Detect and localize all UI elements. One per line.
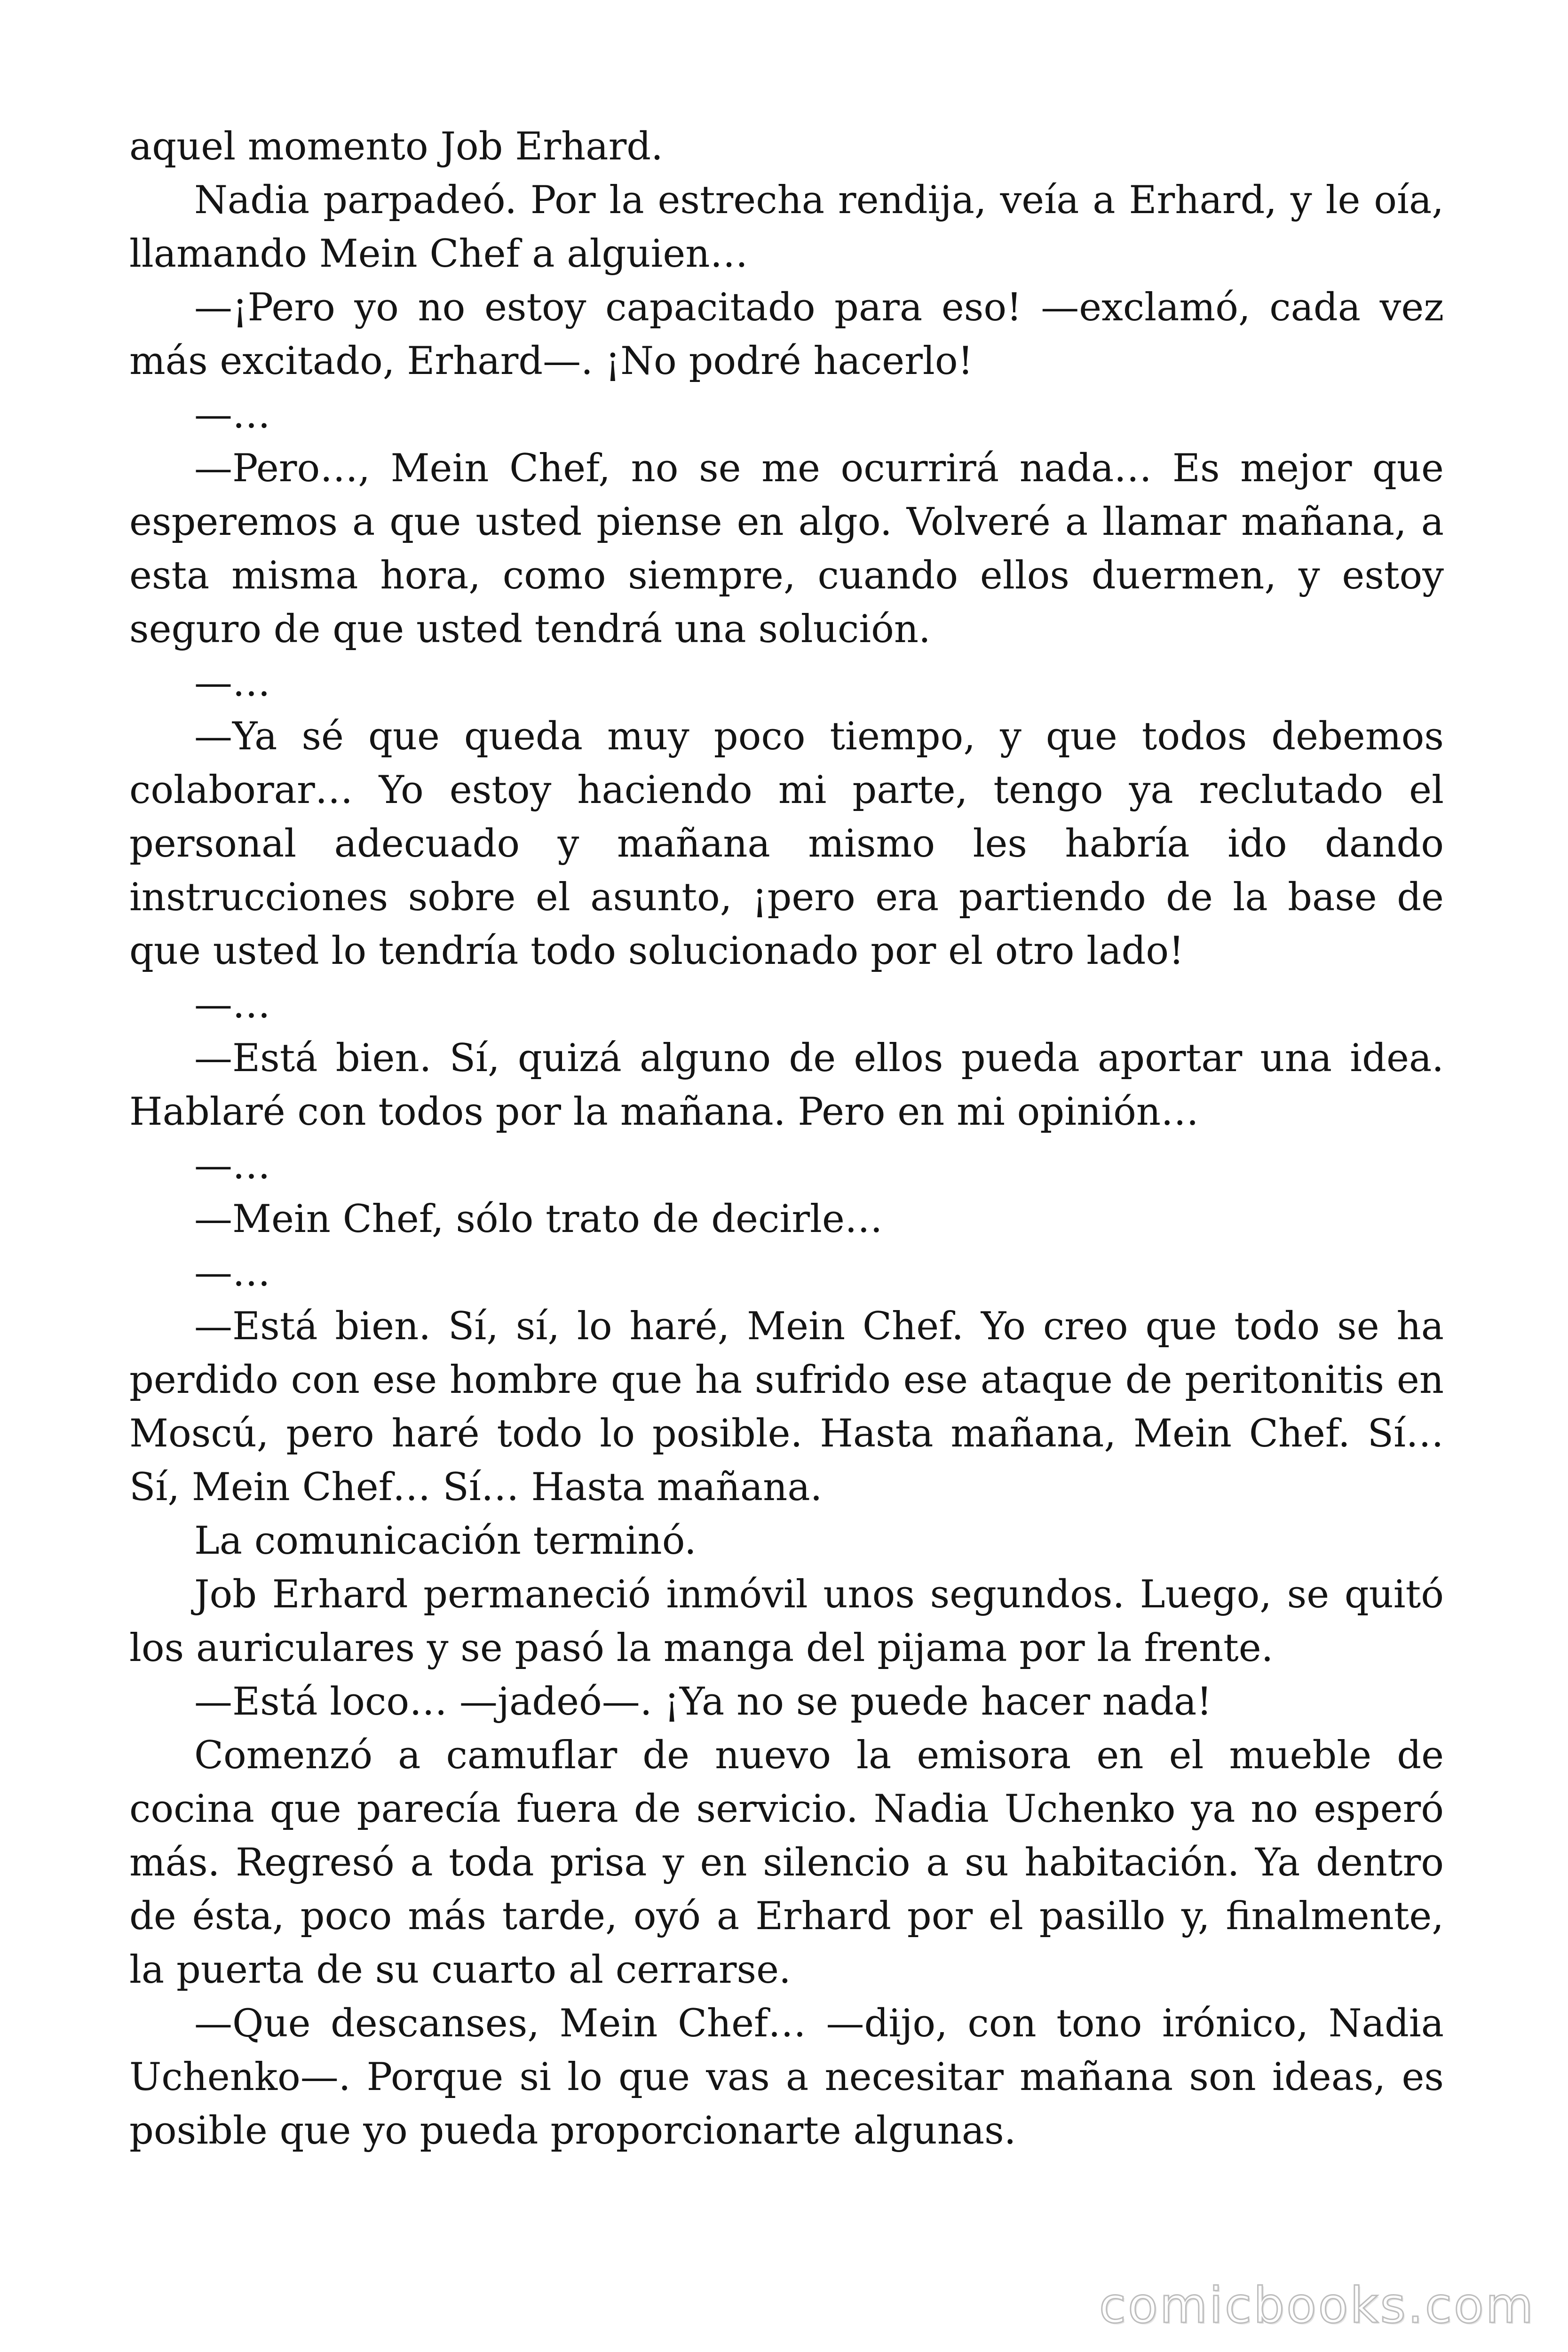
paragraph: —Ya sé que queda muy poco tiempo, y que todos debemos colaborar… Yo estoy haciendo mi parte, tengo ya reclutado el personal adecuado y mañana mismo les habría ido dando instrucciones sobre el asunto, ¡pero era partiendo de la base de que usted lo tendría todo solucionado por el otro lado!	[129, 715, 1444, 973]
paragraph: Job Erhard permaneció inmóvil unos segundos. Luego, se quitó los auriculares y se pasó la manga del pijama por la frente.	[129, 1573, 1444, 1670]
paragraph: —Que descanses, Mein Chef… —dijo, con tono irónico, Nadia Uchenko—. Porque si lo que vas a necesitar mañana son ideas, es posible que yo pueda proporcionarte algunas.	[129, 2002, 1444, 2153]
paragraph: —…	[194, 661, 270, 705]
paragraph: —…	[194, 1251, 270, 1295]
paragraph: —Mein Chef, sólo trato de decirle…	[194, 1197, 883, 1241]
paragraph: Nadia parpadeó. Por la estrecha rendija, veía a Erhard, y le oía, llamando Mein Chef a alguien…	[129, 178, 1444, 276]
paragraph: aquel momento Job Erhard.	[129, 125, 663, 169]
paragraph: —Pero…, Mein Chef, no se me ocurrirá nada… Es mejor que esperemos a que usted piense en algo. Volveré a llamar mañana, a esta misma hora, como siempre, cuando ellos duermen, y estoy seguro de que usted tendrá una solución.	[129, 446, 1444, 652]
paragraph: —Está bien. Sí, sí, lo haré, Mein Chef. Yo creo que todo se ha perdido con ese hombre que ha sufrido ese ataque de peritonitis en Moscú, pero haré todo lo posible. Hasta mañana, Mein Chef. Sí… Sí, Mein Chef… Sí… Hasta mañana.	[129, 1304, 1444, 1510]
paragraph: —…	[194, 393, 270, 437]
watermark: comicbooks.com	[1099, 2277, 1535, 2334]
paragraph: —…	[194, 983, 270, 1027]
page-body	[129, 120, 1444, 2158]
paragraph: Comenzó a camuflar de nuevo la emisora en el mueble de cocina que parecía fuera de servicio. Nadia Uchenko ya no esperó más. Regresó a toda prisa y en silencio a su habitación. Ya dentro de ésta, poco más tarde, oyó a Erhard por el pasillo y, finalmente, la puerta de su cuarto al cerrarse.	[129, 1733, 1444, 1992]
paragraph: —¡Pero yo no estoy capacitado para eso! —exclamó, cada vez más excitado, Erhard—. ¡No podré hacerlo!	[129, 286, 1444, 383]
paragraph: La comunicación terminó.	[194, 1519, 697, 1563]
paragraph: —…	[194, 1144, 270, 1188]
paragraph: —Está bien. Sí, quizá alguno de ellos pueda aportar una idea. Hablaré con todos por la mañana. Pero en mi opinión…	[129, 1036, 1444, 1134]
paragraph: —Está loco… —jadeó—. ¡Ya no se puede hacer nada!	[194, 1680, 1212, 1724]
